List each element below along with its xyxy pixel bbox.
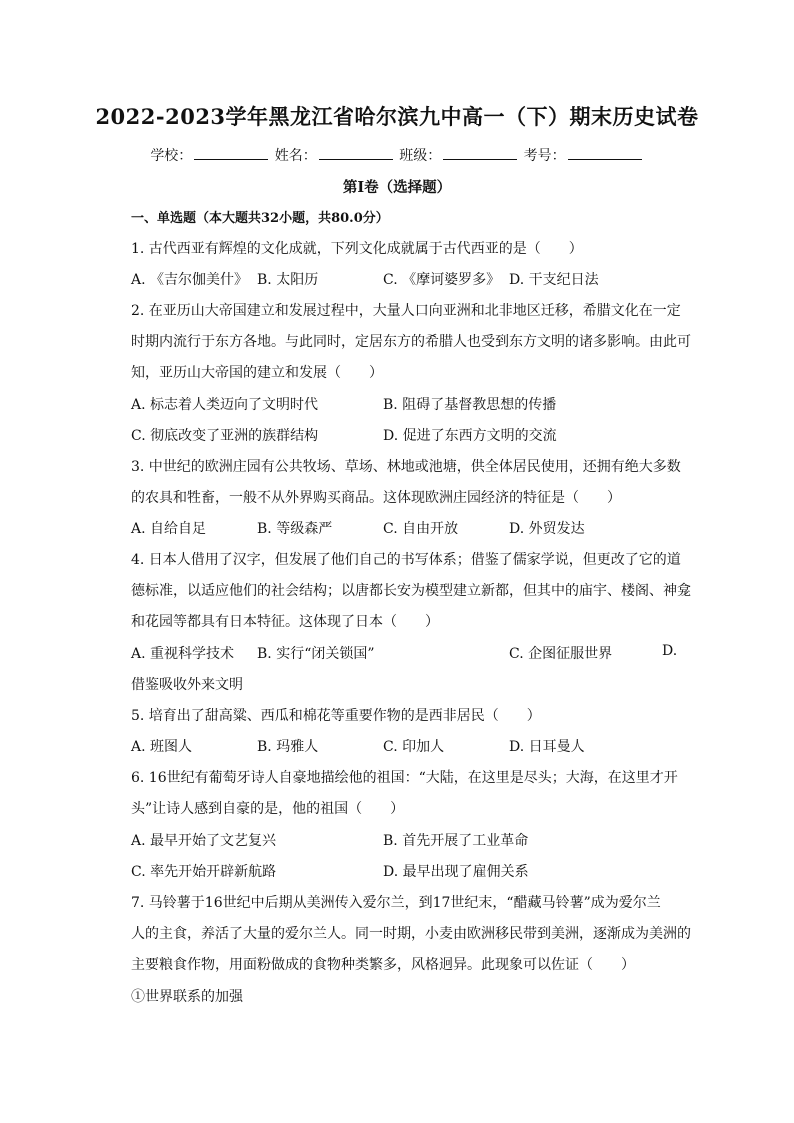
question-6-text-line: 头”让诗人感到自豪的是，他的祖国（ ） [131, 801, 405, 817]
question-2-option-c: C. 彻底改变了亚洲的族群结构 [131, 428, 319, 444]
question-4-option-d-letter: D. [662, 643, 678, 659]
class-blank [443, 145, 517, 160]
question-4-option-a: A. 重视科学技术 [131, 646, 235, 662]
exam-number-label: 考号： [523, 148, 566, 164]
question-1-option-d: D. 干支纪日法 [509, 272, 599, 288]
question-1-option-a: A. 《吉尔伽美什》 [131, 272, 249, 288]
question-7-statement-1: ①世界联系的加强 [131, 989, 243, 1005]
question-2-text-line: 2. 在亚历山大帝国建立和发展过程中，大量人口向亚洲和北非地区迁移，希腊文化在一定 [131, 303, 681, 319]
name-blank [319, 145, 393, 160]
question-2-option-b: B. 阻碍了基督教思想的传播 [383, 397, 557, 413]
question-1-text: 1. 古代西亚有辉煌的文化成就，下列文化成就属于古代西亚的是（ ） [131, 241, 583, 257]
class-label: 班级： [399, 148, 442, 164]
name-label: 姓名： [274, 148, 317, 164]
question-5-option-b: B. 玛雅人 [257, 739, 319, 755]
question-3-option-b: B. 等级森严 [257, 521, 333, 537]
question-7-text-line: 主要粮食作物，用面粉做成的食物种类繁多，风格迥异。此现象可以佐证（ ） [131, 957, 635, 973]
question-6-option-b: B. 首先开展了工业革命 [383, 833, 529, 849]
question-6-option-d: D. 最早出现了雇佣关系 [383, 864, 529, 880]
question-3-option-d: D. 外贸发达 [509, 521, 585, 537]
school-label: 学校： [150, 148, 193, 164]
question-2-text-line: 时期内流行于东方各地。与此同时，定居东方的希腊人也受到东方文明的诸多影响。由此可 [131, 334, 691, 350]
question-1-option-b: B. 太阳历 [257, 272, 319, 288]
question-3-text-line: 3. 中世纪的欧洲庄园有公共牧场、草场、林地或池塘，供全体居民使用，还拥有绝大多数 [131, 459, 681, 475]
question-5-option-c: C. 印加人 [383, 739, 445, 755]
question-3-text-line: 的农具和牲畜，一般不从外界购买商品。这体现欧洲庄园经济的特征是（ ） [131, 490, 621, 506]
question-type-heading: 一、单选题（本大题共32小题，共80.0分） [131, 211, 389, 226]
question-1-option-c: C. 《摩诃婆罗多》 [383, 272, 501, 288]
question-4-text-line: 德标准，以适应他们的社会结构；以唐都长安为模型建立新都，但其中的庙宇、楼阁、神龛 [131, 583, 691, 599]
question-6-option-c: C. 率先开始开辟新航路 [131, 864, 277, 880]
question-7-text-line: 7. 马铃薯于16世纪中后期从美洲传入爱尔兰，到17世纪末，“醋藏马铃薯”成为爱尔兰 [131, 895, 661, 911]
question-3-option-a: A. 自给自足 [131, 521, 207, 537]
question-2-option-a: A. 标志着人类迈向了文明时代 [131, 397, 319, 413]
question-2-text-line: 知，亚历山大帝国的建立和发展（ ） [131, 365, 383, 381]
question-6-option-a: A. 最早开始了文艺复兴 [131, 833, 277, 849]
question-4-option-d-text: 借鉴吸收外来文明 [131, 677, 243, 693]
exam-number-blank [568, 145, 642, 160]
question-3-option-c: C. 自由开放 [383, 521, 459, 537]
exam-title: 2022-2023学年黑龙江省哈尔滨九中高一（下）期末历史试卷 [95, 104, 699, 129]
question-4-text-line: 4. 日本人借用了汉字，但发展了他们自己的书写体系；借鉴了儒家学说，但更改了它的道 [131, 552, 681, 568]
student-info-row [0, 145, 794, 165]
question-5-text: 5. 培育出了甜高粱、西瓜和棉花等重要作物的是西非居民（ ） [131, 708, 541, 724]
question-4-option-c: C. 企图征服世界 [509, 646, 613, 662]
question-4-option-b: B. 实行“闭关锁国” [257, 646, 375, 662]
question-7-text-line: 人的主食，养活了大量的爱尔兰人。同一时期，小麦由欧洲移民带到美洲，逐渐成为美洲的 [131, 926, 691, 942]
question-5-option-a: A. 班图人 [131, 739, 193, 755]
question-6-text-line: 6. 16世纪有葡萄牙诗人自豪地描绘他的祖国：“大陆，在这里是尽头；大海，在这里才开 [131, 770, 678, 786]
question-5-option-d: D. 日耳曼人 [509, 739, 585, 755]
question-2-option-d: D. 促进了东西方文明的交流 [383, 428, 557, 444]
section-title: 第Ⅰ卷（选择题） [342, 179, 452, 196]
question-4-text-line: 和花园等都具有日本特征。这体现了日本（ ） [131, 614, 439, 630]
school-blank [194, 145, 268, 160]
